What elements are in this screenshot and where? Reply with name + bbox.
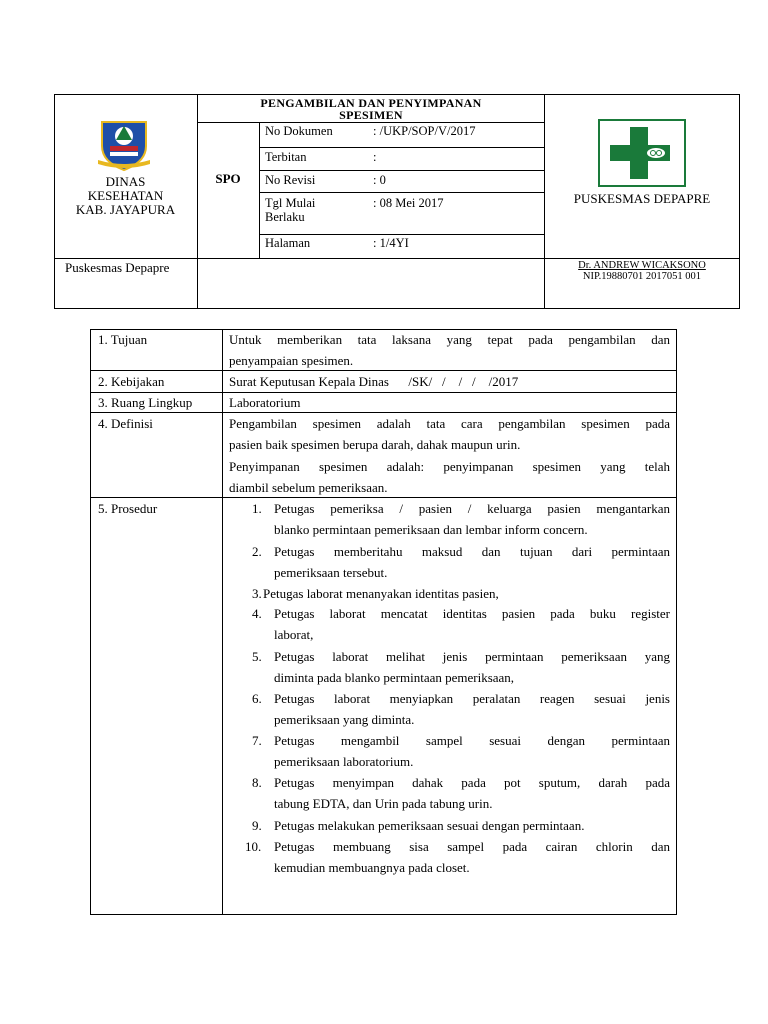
kabupaten-emblem-icon [94,116,154,172]
signer-name: Dr. ANDREW WICAKSONO [578,260,706,271]
field-label-tgl-mulai-line-2: Berlaku [265,210,305,224]
procedure-1-line-2: blanko permintaan pemeriksaan dan lembar inform concern. [274,522,588,537]
document-title-line-1: PENGAMBILAN DAN PENYIMPANAN [260,96,482,110]
kebijakan-text: Surat Keputusan Kepala Dinas /SK/ / / / /2017 [229,374,519,389]
procedure-9-line-1: Petugas melakukan pemeriksaan sesuai dengan permintaan. [274,818,585,833]
procedure-5-line-2: diminta pada blanko permintaan pemeriksaan, [274,670,515,685]
field-label-no-revisi: No Revisi [265,173,316,187]
field-value-terbitan: : [373,150,377,164]
section-label-definisi: 4. Definisi [98,416,153,431]
procedure-6-line-1: Petugas laborat menyiapkan peralatan reagen sesuai jenis [274,691,670,706]
spo-label: SPO [215,171,241,186]
procedure-7-line-1: Petugas mengambil sampel sesuai dengan permintaan [274,733,670,748]
field-value-halaman: : 1/4YI [373,236,409,250]
field-label-no-dokumen: No Dokumen [265,124,333,138]
field-label-tgl-mulai-line-1: Tgl Mulai [265,196,316,210]
procedure-10-line-2: kemudian membuangnya pada closet. [274,860,470,875]
procedure-9-number: 9. [252,818,262,833]
procedure-1-number: 1. [252,501,262,516]
definisi-line-1: Pengambilan spesimen adalah tata cara pengambilan spesimen pada [229,416,670,431]
procedure-10-number: 10. [245,839,262,854]
field-value-no-revisi: : 0 [373,173,386,187]
procedure-7-line-2: pemeriksaan laboratorium. [274,754,414,769]
field-label-terbitan: Terbitan [265,150,307,164]
procedure-8-line-1: Petugas menyimpan dahak pada pot sputum, darah pada [274,775,670,790]
field-value-no-dokumen: : /UKP/SOP/V/2017 [373,124,476,138]
right-org-name: PUSKESMAS DEPAPRE [573,191,711,206]
procedure-3-number: 3. [252,586,262,601]
tujuan-line-2: penyampaian spesimen. [229,353,354,368]
tujuan-line-1: Untuk memberikan tata laksana yang tepat pada pengambilan dan [229,332,670,347]
procedure-6-number: 6. [252,691,262,706]
section-label-tujuan: 1. Tujuan [98,332,148,347]
section-label-ruang-lingkup: 3. Ruang Lingkup [98,395,193,410]
ruang-lingkup-text: Laboratorium [229,395,301,410]
procedure-2-line-2: pemeriksaan tersebut. [274,565,388,580]
procedure-6-line-2: pemeriksaan yang diminta. [274,712,415,727]
puskesmas-logo-icon [598,119,686,187]
definisi-line-2: pasien baik spesimen berupa darah, dahak maupun urin. [229,437,521,452]
signer-nip: NIP.19880701 2017051 001 [582,271,702,282]
procedure-4-line-2: laborat, [274,627,314,642]
procedure-5-number: 5. [252,649,262,664]
definisi-line-3: Penyimpanan spesimen adalah: penyimpanan spesimen yang telah [229,459,670,474]
section-label-kebijakan: 2. Kebijakan [98,374,165,389]
procedure-5-line-1: Petugas laborat melihat jenis permintaan pemeriksaan yang [274,649,670,664]
procedure-1-line-1: Petugas pemeriksa / pasien / keluarga pasien mengantarkan [274,501,670,516]
left-org-line-1: DINAS [105,174,146,189]
procedure-7-number: 7. [252,733,262,748]
left-org-line-3: KAB. JAYAPURA [75,202,176,217]
procedure-2-number: 2. [252,544,262,559]
puskesmas-footer-label: Puskesmas Depapre [65,260,170,275]
procedure-4-line-1: Petugas laborat mencatat identitas pasien pada buku register [274,606,670,621]
field-value-tgl-mulai: : 08 Mei 2017 [373,196,444,210]
procedure-10-line-1: Petugas membuang sisa sampel pada cairan chlorin dan [274,839,670,854]
left-org-line-2: KESEHATAN [87,188,164,203]
procedure-3-line-1: Petugas laborat menanyakan identitas pasien, [263,586,499,601]
procedure-4-number: 4. [252,606,262,621]
procedure-8-line-2: tabung EDTA, dan Urin pada tabung urin. [274,796,493,811]
document-title-line-2: SPESIMEN [339,108,403,122]
field-label-halaman: Halaman [265,236,311,250]
section-label-prosedur: 5. Prosedur [98,501,158,516]
definisi-line-4: diambil sebelum pemeriksaan. [229,480,388,495]
procedure-2-line-1: Petugas memberitahu maksud dan tujuan dari permintaan [274,544,670,559]
procedure-8-number: 8. [252,775,262,790]
